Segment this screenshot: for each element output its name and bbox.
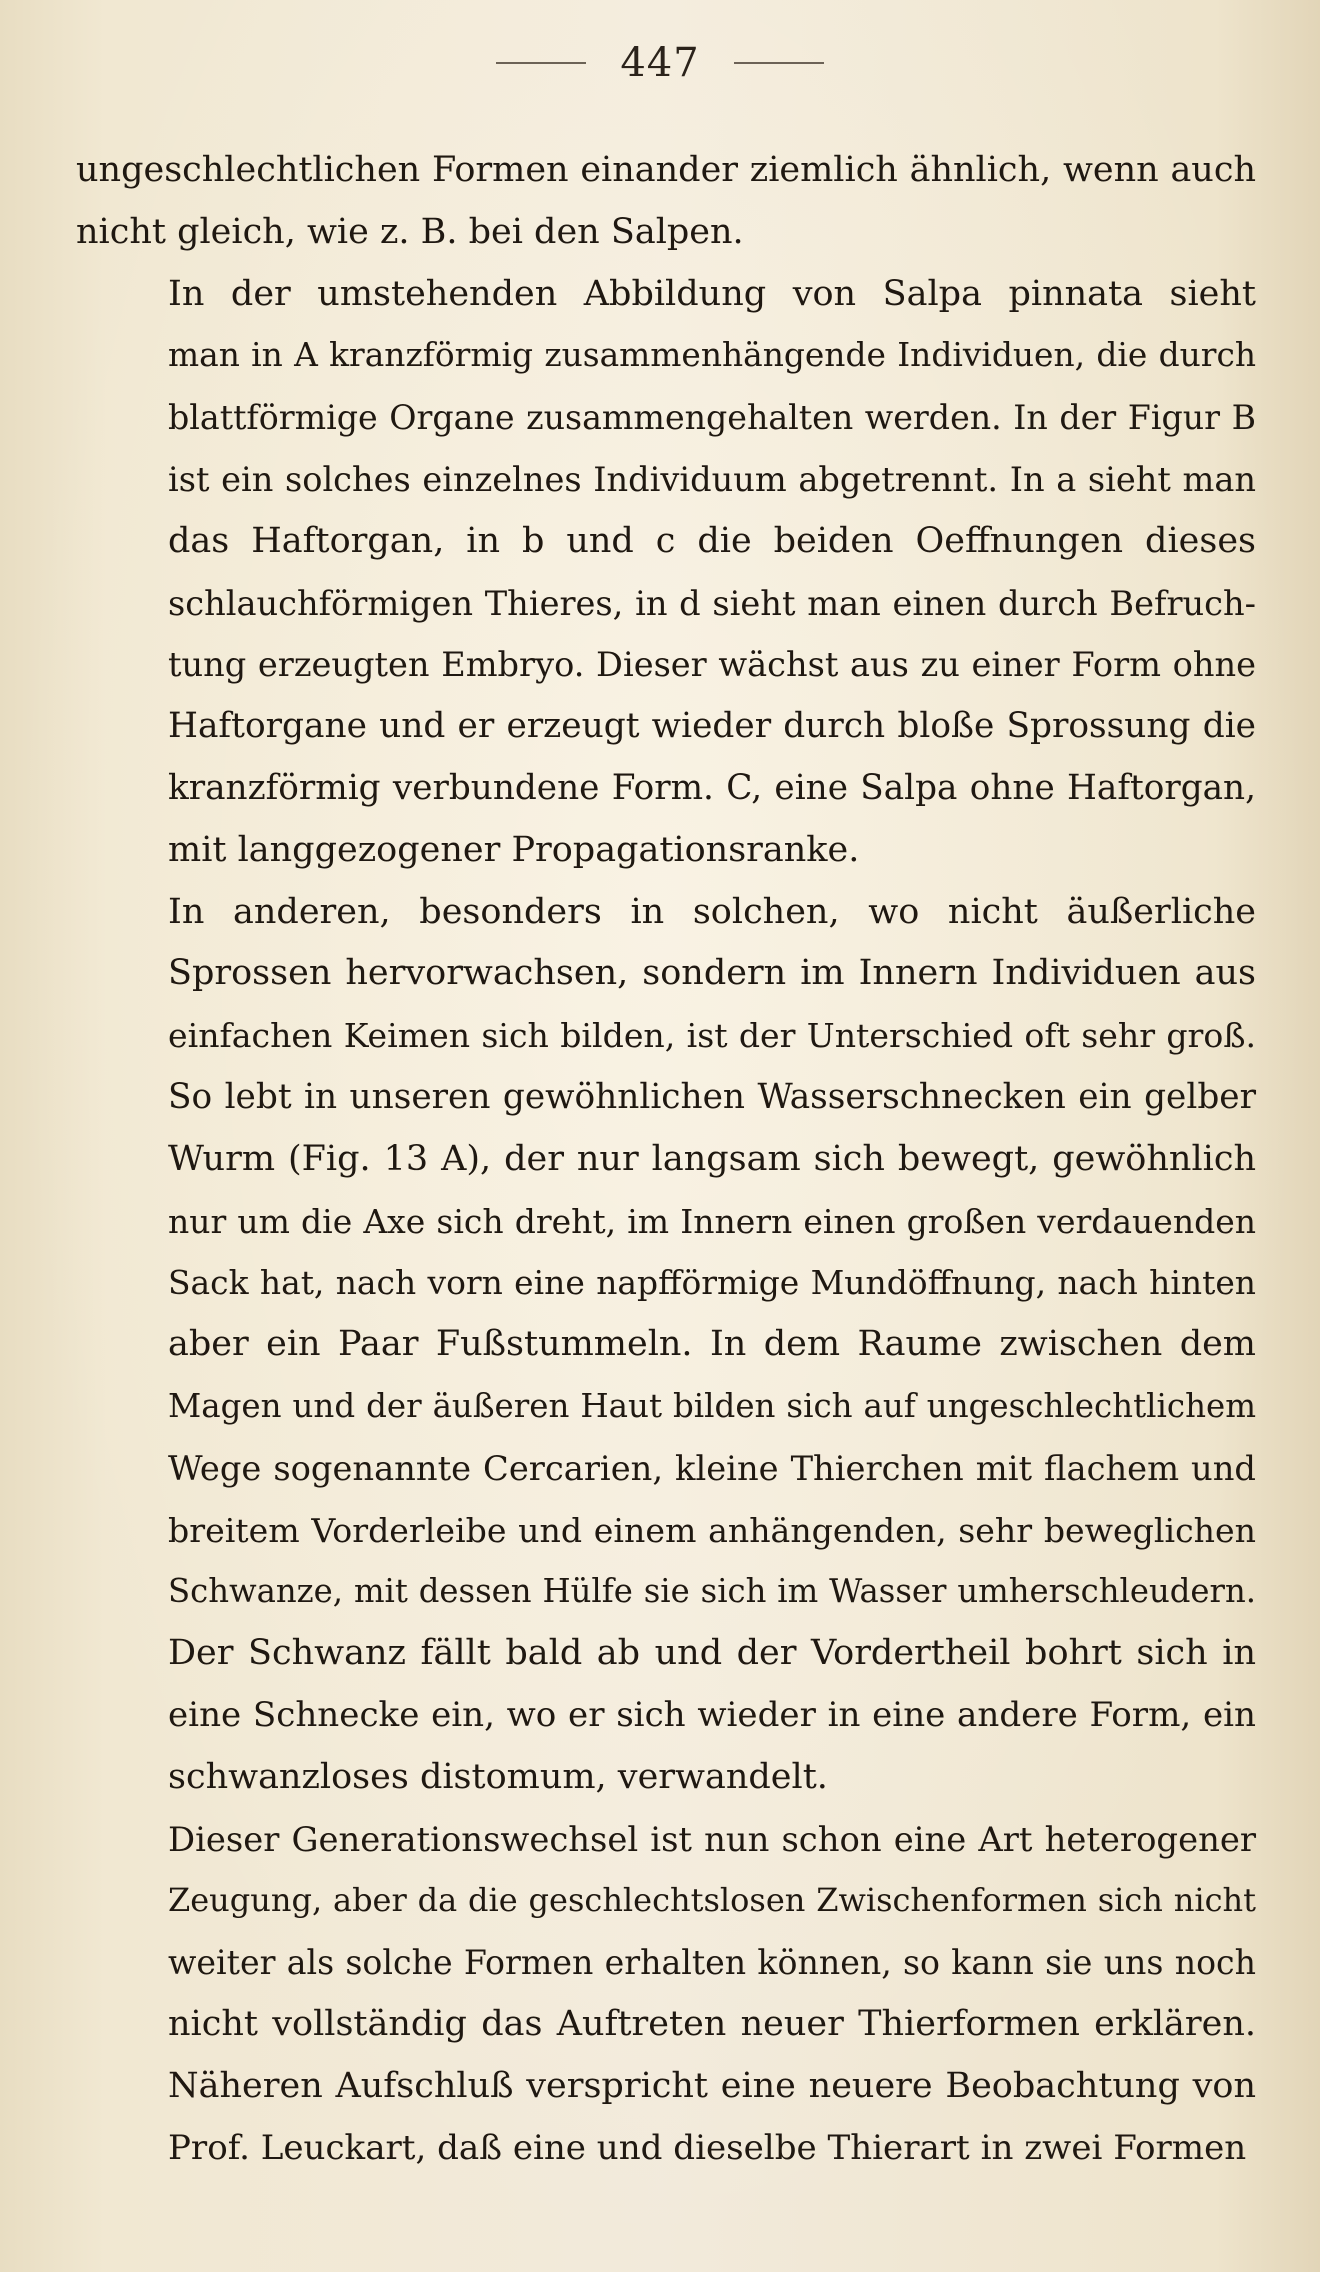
header-rule-right xyxy=(734,62,824,64)
text-line: Magen und der äußeren Haut bilden sich auf ungeschlechtlichem xyxy=(168,1386,1256,1425)
body-text xyxy=(76,140,1256,2179)
text-line: So lebt in unseren gewöhnlichen Wasserschnecken ein gelber xyxy=(168,1076,1256,1117)
text-line: Sprossen hervorwachsen, sondern im Innern Individuen aus xyxy=(168,953,1256,994)
page-header xyxy=(0,38,1320,88)
text-line: nur um die Axe sich dreht, im Innern einen großen verdauenden xyxy=(168,1201,1256,1241)
text-line: ist ein solches einzelnes Individuum abgetrennt. In a sieht man xyxy=(168,459,1256,499)
text-line: blattförmige Organe zusammengehalten werden. In der Figur B xyxy=(168,398,1256,438)
text-line: nicht vollständig das Auftreten neuer Thierformen erklären. xyxy=(168,2003,1256,2044)
text-line: das Haftorgan, in b und c die beiden Oeffnungen dieses xyxy=(168,520,1256,561)
text-line: tung erzeugten Embryo. Dieser wächst aus zu einer Form ohne xyxy=(168,645,1256,685)
text-line: nicht gleich, wie z. B. bei den Salpen. xyxy=(76,211,744,252)
text-line: breitem Vorderleibe und einem anhängenden, sehr beweglichen xyxy=(168,1510,1256,1550)
text-line: ungeschlechtlichen Formen einander ziemlich ähnlich, wenn auch xyxy=(76,150,1256,190)
text-line: einfachen Keimen sich bilden, ist der Unterschied oft sehr groß. xyxy=(168,1016,1256,1056)
text-line: mit langgezogener Propagationsranke. xyxy=(168,829,860,870)
text-line: Der Schwanz fällt bald ab und der Vordertheil bohrt sich in xyxy=(168,1633,1256,1674)
header-rule-left xyxy=(496,62,586,64)
text-line: In der umstehenden Abbildung von Salpa pinnata sieht xyxy=(168,273,1256,314)
text-line: Zeugung, aber da die geschlechtslosen Zwischenformen sich nicht xyxy=(168,1881,1256,1920)
text-line: schwanzloses distomum, verwandelt. xyxy=(168,1756,828,1797)
text-line: Prof. Leuckart, daß eine und dieselbe Thierart in zwei Formen xyxy=(168,2127,1247,2168)
page-number: 447 xyxy=(620,40,700,86)
paragraph xyxy=(76,264,1256,882)
text-line: eine Schnecke ein, wo er sich wieder in eine andere Form, ein xyxy=(168,1694,1256,1735)
paragraph xyxy=(76,882,1256,1809)
text-line: Schwanze, mit dessen Hülfe sie sich im Wasser umherschleudern. xyxy=(168,1572,1256,1611)
text-line: Haftorgane und er erzeugt wieder durch bloße Sprossung die xyxy=(168,706,1256,747)
paragraph xyxy=(76,140,1256,264)
text-line: man in A kranzförmig zusammenhängende Individuen, die durch xyxy=(168,336,1256,375)
paragraph xyxy=(76,1809,1256,2180)
text-line: In anderen, besonders in solchen, wo nicht äußerliche xyxy=(168,891,1256,932)
text-line: schlauchförmigen Thieres, in d sieht man einen durch Befruch- xyxy=(168,583,1256,623)
text-line: weiter als solche Formen erhalten können, so kann sie uns noch xyxy=(168,1943,1256,1983)
text-line: Näheren Aufschluß verspricht eine neuere Beobachtung von xyxy=(168,2065,1256,2106)
text-line: Dieser Generationswechsel ist nun schon eine Art heterogener xyxy=(168,1819,1256,1859)
text-line: kranzförmig verbundene Form. C, eine Salpa ohne Haftorgan, xyxy=(168,767,1256,808)
text-line: Wurm (Fig. 13 A), der nur langsam sich bewegt, gewöhnlich xyxy=(168,1138,1256,1179)
text-line: Sack hat, nach vorn eine napfförmige Mundöffnung, nach hinten xyxy=(168,1263,1256,1303)
text-line: Wege sogenannte Cercarien, kleine Thierchen mit flachem und xyxy=(168,1448,1256,1488)
text-line: aber ein Paar Fußstummeln. In dem Raume zwischen dem xyxy=(168,1324,1256,1365)
